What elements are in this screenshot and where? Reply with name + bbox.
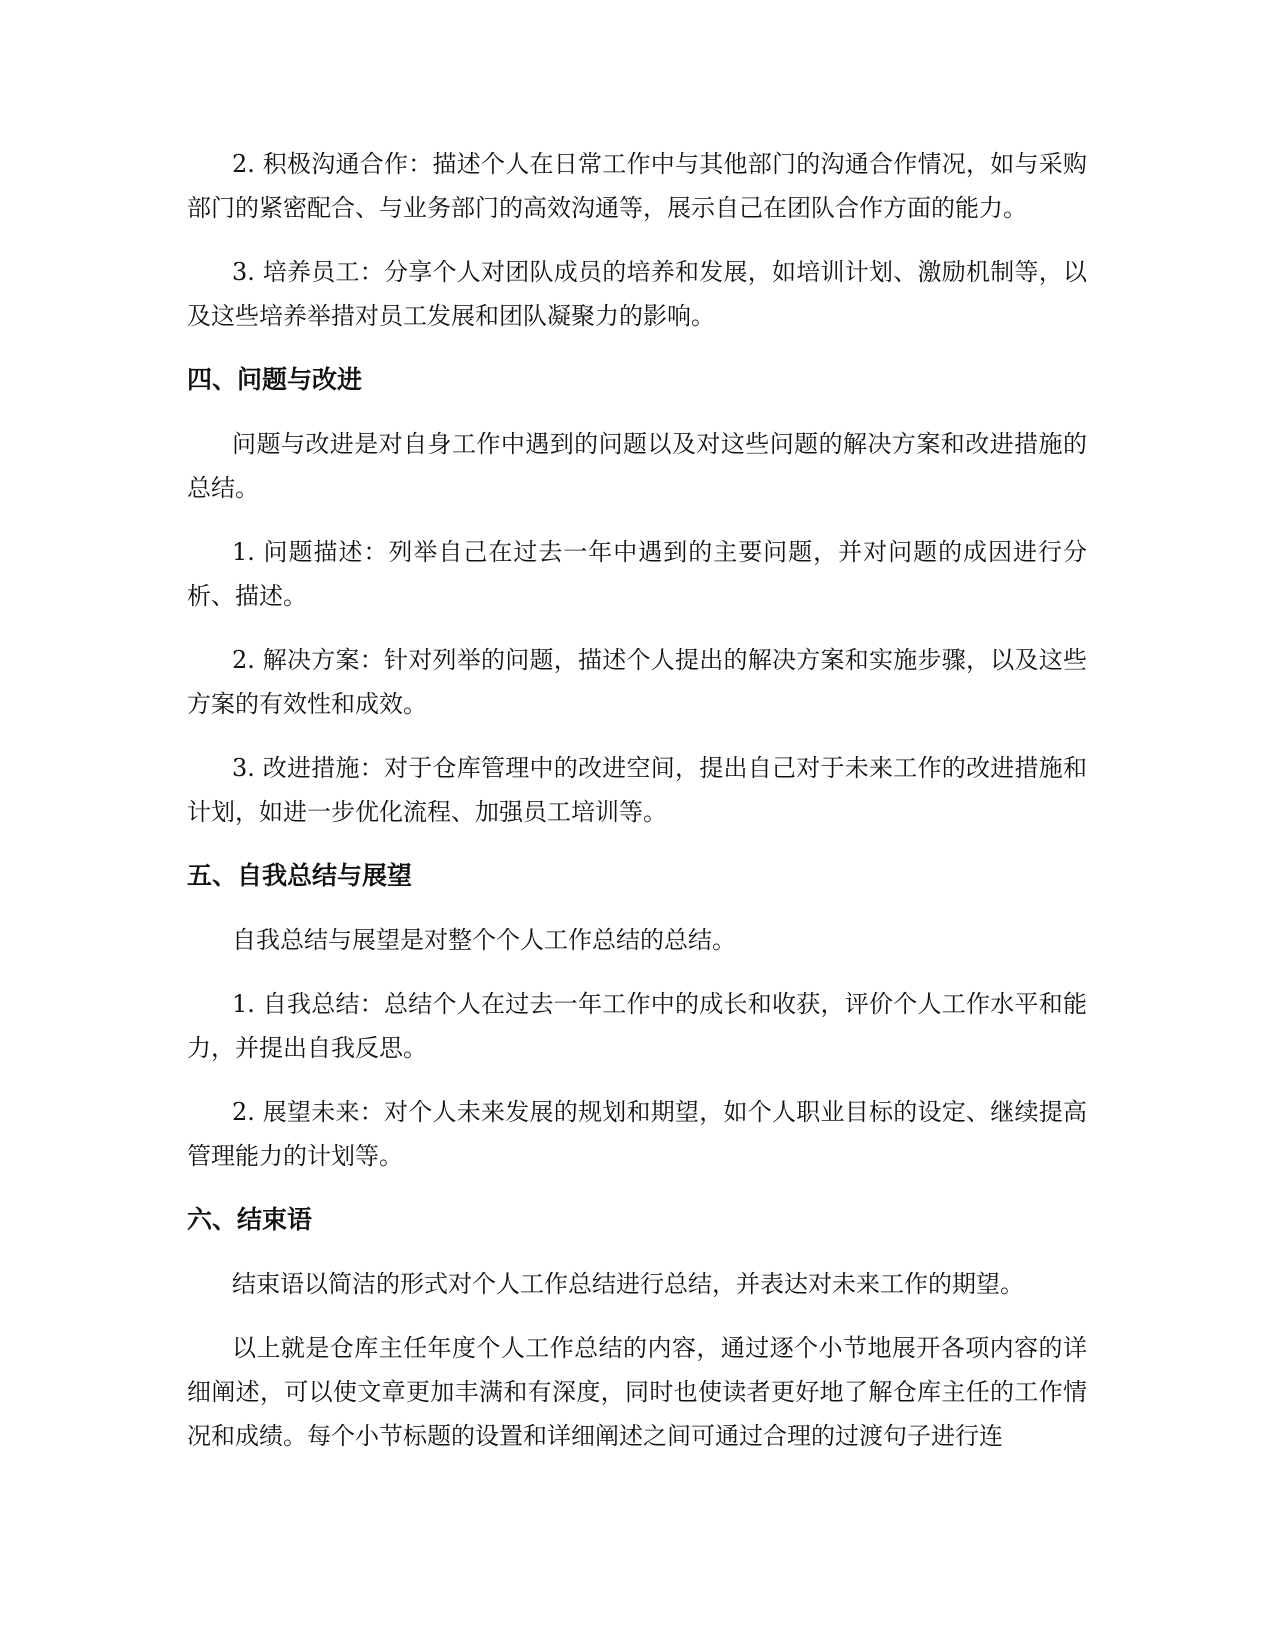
- paragraph-problems-intro: 问题与改进是对自身工作中遇到的问题以及对这些问题的解决方案和改进措施的总结。: [187, 430, 1087, 502]
- paragraph-conclusion-intro: 结束语以简洁的形式对个人工作总结进行总结，并表达对未来工作的期望。: [232, 1270, 1024, 1298]
- paragraph-staff-training: 3. 培养员工：分享个人对团队成员的培养和发展，如培训计划、激励机制等，以及这些培养举措对员工发展和团队凝聚力的影响。: [187, 258, 1087, 330]
- paragraph-self-summary: 1. 自我总结：总结个人在过去一年工作中的成长和收获，评价个人工作水平和能力，并提出自我反思。: [187, 990, 1087, 1062]
- paragraph-summary-intro: 自我总结与展望是对整个个人工作总结的总结。: [232, 926, 736, 954]
- section-heading-conclusion: 六、结束语: [187, 1205, 313, 1234]
- section-heading-problems: 四、问题与改进: [187, 365, 363, 394]
- paragraph-communication: 2. 积极沟通合作：描述个人在日常工作中与其他部门的沟通合作情况，如与采购部门的紧密配合、与业务部门的高效沟通等，展示自己在团队合作方面的能力。: [187, 150, 1087, 222]
- paragraph-outlook: 2. 展望未来：对个人未来发展的规划和期望，如个人职业目标的设定、继续提高管理能力的计划等。: [187, 1098, 1087, 1170]
- section-heading-summary: 五、自我总结与展望: [187, 861, 413, 890]
- paragraph-improvements: 3. 改进措施：对于仓库管理中的改进空间，提出自己对于未来工作的改进措施和计划，如进一步优化流程、加强员工培训等。: [187, 754, 1087, 826]
- document-body: [187, 142, 1087, 1478]
- paragraph-problem-description: 1. 问题描述：列举自己在过去一年中遇到的主要问题，并对问题的成因进行分析、描述。: [187, 538, 1087, 610]
- paragraph-solutions: 2. 解决方案：针对列举的问题，描述个人提出的解决方案和实施步骤，以及这些方案的有效性和成效。: [187, 646, 1087, 718]
- paragraph-closing: 以上就是仓库主任年度个人工作总结的内容，通过逐个小节地展开各项内容的详细阐述，可以使文章更加丰满和有深度，同时也使读者更好地了解仓库主任的工作情况和成绩。每个小节标题的设置和详细阐述之间可通过合理的过渡句子进行连: [187, 1334, 1087, 1450]
